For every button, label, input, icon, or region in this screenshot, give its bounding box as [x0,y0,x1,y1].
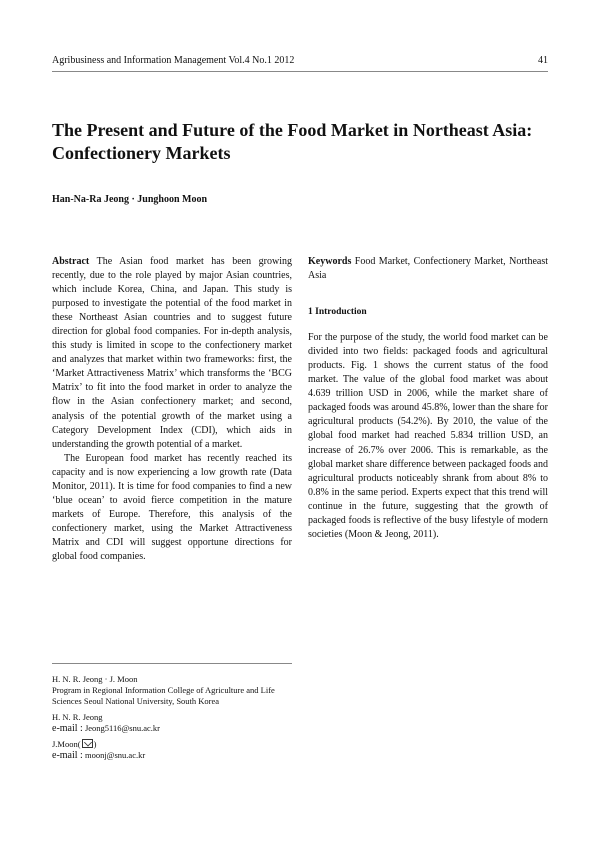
introduction-heading: 1 Introduction [308,307,367,318]
footnote-affiliation-2: Sciences Seoul National University, South Korea [52,696,220,706]
title-line-2: Confectionery Markets [52,143,231,163]
abstract-paragraph-1 [52,255,292,452]
keywords-paragraph [308,255,548,283]
email-label-2: e-mail : [52,750,83,761]
right-column [308,255,548,542]
abstract-paragraph-2: The European food market has recently reached its capacity and is now experiencing a low growth rate (Data Monitor, 2011). It is time for food companies to find a new ‘blue ocean’ to avoid fierce competition in the mature markets of Europe. Therefore, this analysis of the confectionery market, using the Market Attractiveness Matrix and CDI will suggest opportune directions for global food companies. [52,452,292,562]
author2-name-close: ) [93,739,97,749]
title-line-1: The Present and Future of the Food Market in Northeast Asia: [52,120,533,140]
footnote-rule [52,663,292,664]
author-footnote [52,674,312,761]
page-number: 41 [538,55,548,66]
footnote-names: H. N. R. Jeong · J. Moon [52,674,138,684]
author2-name: J.Moon( [52,739,81,749]
author2-email[interactable]: moonj@snu.ac.kr [84,750,146,760]
footnote-affiliation-1: Program in Regional Information College of Agriculture and Life [52,685,275,695]
paper-title [52,119,548,165]
footnote-author2-email-line [52,750,312,761]
abstract-label: Abstract [52,256,90,267]
left-column [52,255,292,564]
abstract-text-1: The Asian food market has been growing recently, due to the role played by major Asian countries, which include Korea, China, and Japan. This study is purposed to investigate the potential of the food market in these Northeast Asian countries and to suggest future direction for global food companies. For in-depth analysis, this study is limited in scope to the confectionery market and analyzes that market within two frameworks: first, the ‘Market Attractiveness Matrix’ which transforms the ‘BCG Matrix’ to fit into the food market in order to analyze the flow in the Asian confectionery market; and second, analysis of the potential growth of the market using a Category Development Index (CDI), which aids in understanding the growth potential of a market. [52,256,292,450]
footnote-author1-name: H. N. R. Jeong [52,712,103,722]
footnote-author2-name-line [52,739,312,750]
author1-email[interactable]: Jeong5116@snu.ac.kr [84,723,160,733]
introduction-paragraph-1: For the purpose of the study, the world food market can be divided into two fields: packaged foods and agricultural products. Fig. 1 shows the current status of the food market. The value of the global food market was about 4.639 trillion USD in 2006, while the market share of packaged foods was around 45.8%, lower than the share for agricultural products (54.2%). By 2010, the value of the global food market had reached 5.834 trillion USD, an increase of 26.7% over 2006. This is remarkable, as the global market share difference between packaged foods and agricultural products noticeably shrank from about 8% to 0.8% in the same period. Experts expect that this trend will continue in the future, suggesting that the growth of packaged foods is reflective of the busy lifestyle of modern societies (Moon & Jeong, 2011). [308,332,548,540]
email-label-1: e-mail : [52,723,83,734]
journal-name: Agribusiness and Information Management Vol.4 No.1 2012 [52,55,295,66]
author-list: Han-Na-Ra Jeong · Junghoon Moon [52,194,208,205]
header-rule [52,71,548,72]
envelope-icon [82,739,93,748]
footnote-author1-email-line [52,723,312,734]
keywords-text: Food Market, Confectionery Market, Northeast Asia [308,256,548,282]
keywords-label: Keywords [308,256,352,267]
